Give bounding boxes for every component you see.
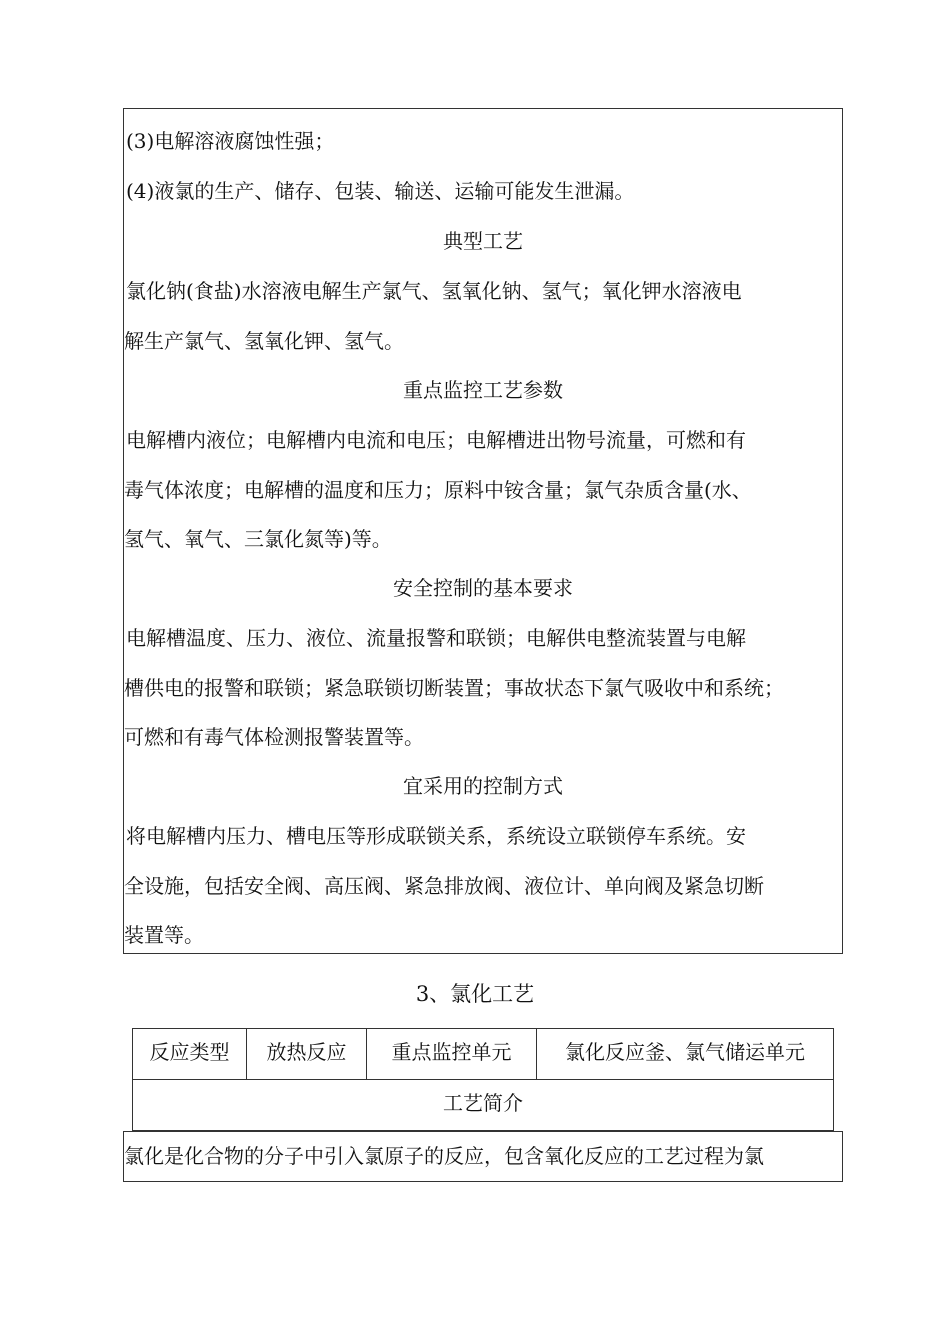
chlorination-intro-text: 氯化是化合物的分子中引入氯原子的反应，包含氧化反应的工艺过程为氯 <box>124 1144 764 1168</box>
typical-process-heading: 典型工艺 <box>443 229 523 253</box>
control-method-heading: 宜采用的控制方式 <box>403 774 563 798</box>
key-params-line: 氢气、氧气、三氯化氮等)等。 <box>124 527 392 551</box>
key-params-line: 毒气体浓度；电解槽的温度和压力；原料中铵含量；氯气杂质含量(水、 <box>124 478 752 502</box>
reaction-type-label: 反应类型 <box>149 1040 230 1064</box>
process-info-box <box>123 108 843 954</box>
reaction-type-value: 放热反应 <box>266 1040 347 1064</box>
process-intro-heading: 工艺简介 <box>443 1091 523 1115</box>
monitoring-unit-value: 氯化反应釜、氯气储运单元 <box>565 1040 805 1064</box>
summary-table <box>132 1028 834 1131</box>
control-method-line: 将电解槽内压力、槽电压等形成联锁关系，系统设立联锁停车系统。安 <box>126 824 746 848</box>
chlorination-intro-box <box>123 1131 843 1182</box>
safety-requirements-line: 可燃和有毒气体检测报警装置等。 <box>124 725 424 749</box>
control-method-line: 装置等。 <box>124 923 204 947</box>
key-params-heading: 重点监控工艺参数 <box>403 378 563 402</box>
table-row-divider <box>133 1079 833 1080</box>
control-method-line: 全设施，包括安全阀、高压阀、紧急排放阀、液位计、单向阀及紧急切断 <box>124 874 764 898</box>
hazard-line-3: (3)电解溶液腐蚀性强； <box>126 129 335 153</box>
safety-requirements-heading: 安全控制的基本要求 <box>393 576 573 600</box>
monitoring-unit-label: 重点监控单元 <box>391 1040 512 1064</box>
typical-process-line: 氯化钠(食盐)水溶液电解生产氯气、氢氧化钠、氢气；氧化钾水溶液电 <box>126 279 742 303</box>
section-title: 3、氯化工艺 <box>415 982 535 1006</box>
safety-requirements-line: 槽供电的报警和联锁；紧急联锁切断装置；事故状态下氯气吸收中和系统； <box>124 676 784 700</box>
typical-process-line: 解生产氯气、氢氧化钾、氢气。 <box>124 329 404 353</box>
safety-requirements-line: 电解槽温度、压力、液位、流量报警和联锁；电解供电整流装置与电解 <box>126 626 746 650</box>
key-params-line: 电解槽内液位；电解槽内电流和电压；电解槽进出物号流量，可燃和有 <box>126 428 746 452</box>
hazard-line-4: (4)液氯的生产、储存、包装、输送、运输可能发生泄漏。 <box>126 179 635 203</box>
